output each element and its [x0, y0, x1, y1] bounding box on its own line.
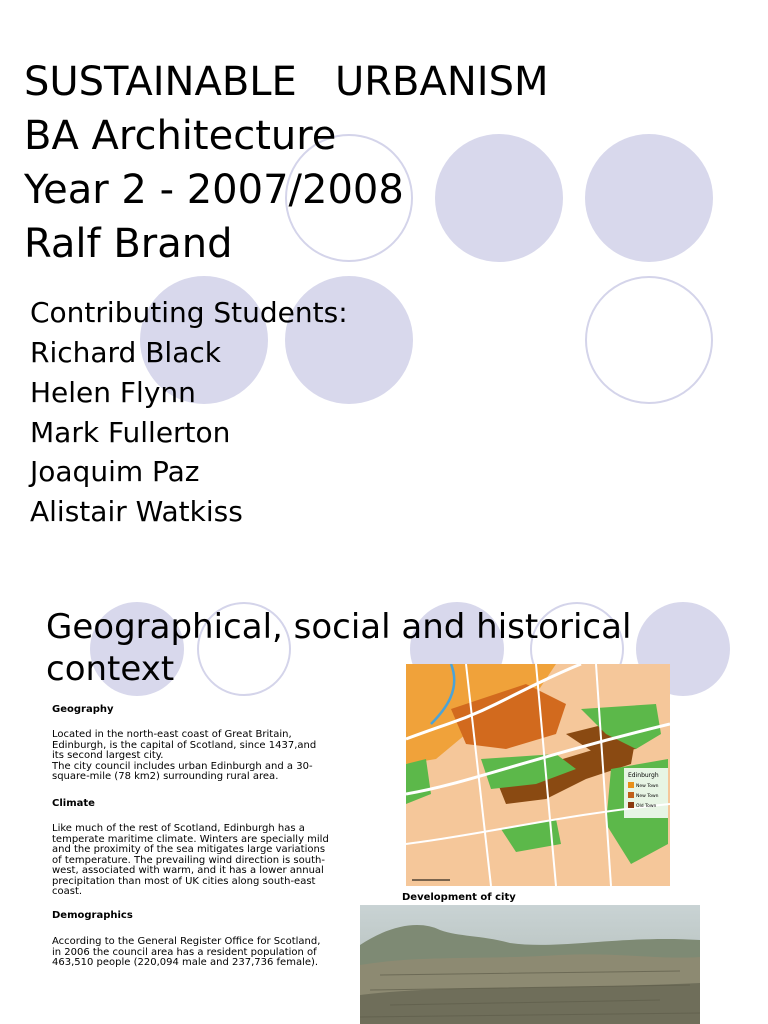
- edinburgh-map: [406, 664, 670, 886]
- geography-text: [52, 730, 362, 783]
- text-line: temperate maritime climate. Winters are specially mild: [52, 833, 329, 845]
- climate-text: [52, 824, 362, 898]
- text-line: and the proximity of the sea mitigates large variations: [52, 844, 326, 855]
- student-name: Helen Flynn: [30, 376, 196, 409]
- context-slide: [0, 580, 768, 1024]
- historic-city-panorama: [360, 905, 700, 1024]
- slide-title-line: Year 2 - 2007/2008: [24, 167, 404, 213]
- slide-title-line: Ralf Brand: [24, 221, 233, 267]
- student-name: Alistair Watkiss: [30, 495, 243, 528]
- text-line: in 2006 the council area has a resident population of: [52, 946, 317, 958]
- legend-label: New Town: [636, 794, 659, 799]
- section-heading-climate: Climate: [52, 798, 95, 809]
- text-line: precipitation than most of UK cities along south-east: [52, 875, 316, 887]
- legend-label: New Town: [636, 784, 659, 789]
- text-line: Edinburgh, is the capital of Scotland, since 1437,and: [52, 739, 317, 751]
- text-line: of temperature. The prevailing wind direction is south-: [52, 854, 325, 866]
- decor-circle: [435, 134, 563, 262]
- text-line: 463,510 people (220,094 male and 237,736 female).: [52, 957, 319, 968]
- text-line: According to the General Register Office for Scotland,: [52, 936, 321, 947]
- student-name: Richard Black: [30, 336, 221, 369]
- slide-title-line: BA Architecture: [24, 113, 337, 159]
- legend-swatch: [628, 782, 634, 788]
- text-line: The city council includes urban Edinburgh and a 30-: [52, 760, 313, 772]
- text-line: coast.: [52, 886, 83, 897]
- decor-circle: [585, 134, 713, 262]
- slide-title-line: context: [46, 649, 175, 689]
- student-name: Mark Fullerton: [30, 416, 231, 449]
- legend-swatch: [628, 792, 634, 798]
- section-heading-geography: Geography: [52, 704, 114, 715]
- demographics-text: [52, 937, 362, 969]
- contributors-heading: Contributing Students:: [30, 296, 348, 329]
- student-name: Joaquim Paz: [30, 455, 200, 488]
- legend-swatch: [628, 802, 634, 808]
- slide-title-line: Geographical, social and historical: [46, 607, 632, 647]
- map-legend-title: Edinburgh: [628, 772, 659, 779]
- section-heading-demographics: Demographics: [52, 910, 133, 921]
- image-caption: Development of city: [402, 892, 516, 903]
- text-line: its second largest city.: [52, 750, 164, 761]
- decor-circle: [585, 276, 713, 404]
- text-line: Like much of the rest of Scotland, Edinburgh has a: [52, 823, 305, 834]
- slide-title-line: SUSTAINABLE URBANISM: [24, 59, 549, 105]
- text-line: Located in the north-east coast of Great Britain,: [52, 729, 292, 740]
- text-line: west, associated with warm, and it has a lower annual: [52, 865, 324, 876]
- text-line: square-mile (78 km2) surrounding rural area.: [52, 771, 279, 782]
- legend-label: Old Town: [636, 804, 657, 809]
